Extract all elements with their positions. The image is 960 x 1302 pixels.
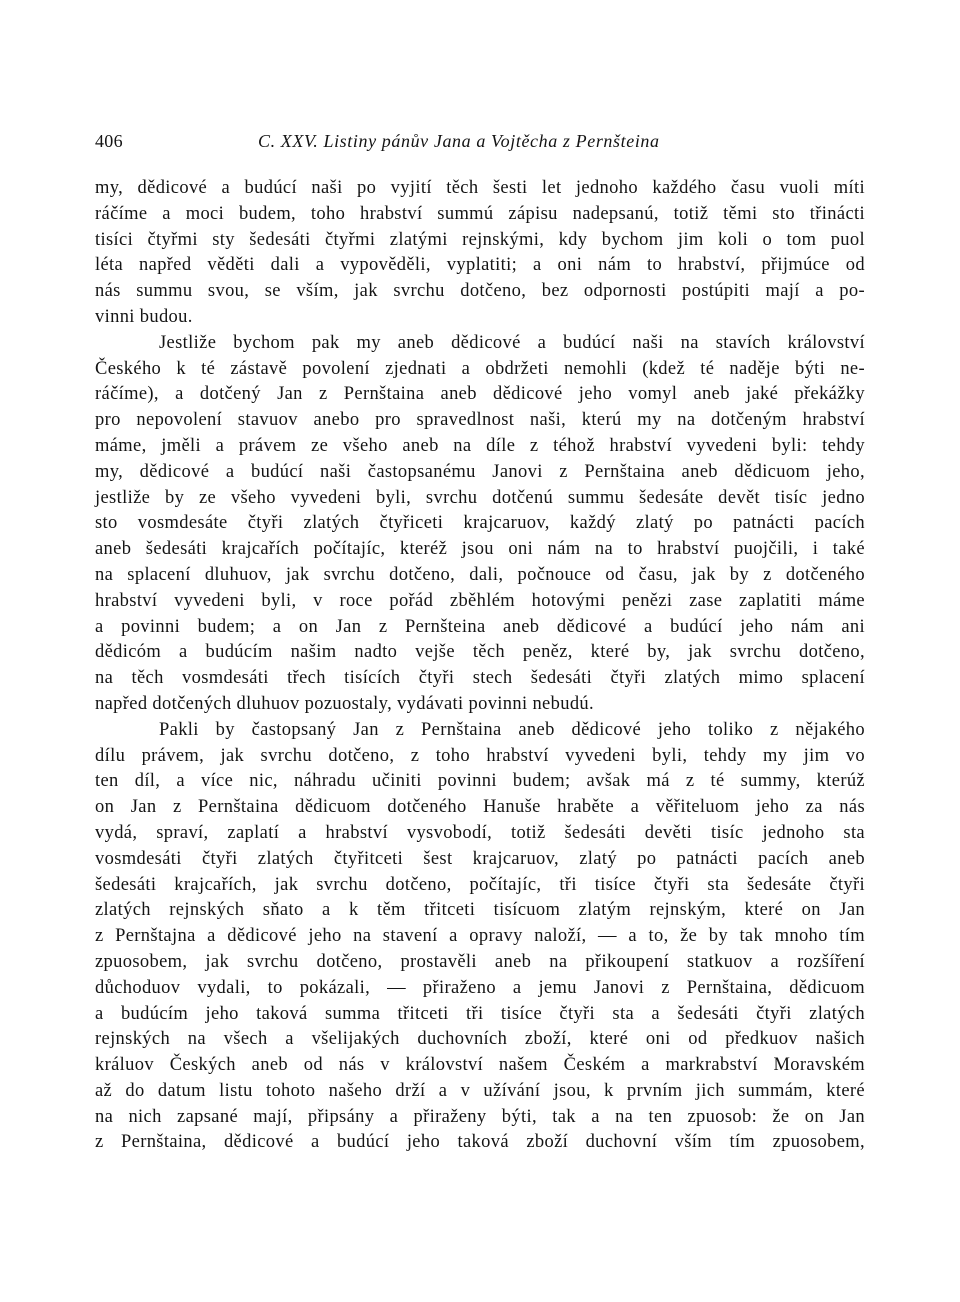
page-number: 406 [95,131,123,151]
text-line: až do datum listu tohoto našeho drží a v užívání jsou, k prvním jich summám, které [95,1080,865,1101]
text-line: Pakli by častopsaný Jan z Pernštaina aneb dědicové jeho toliko z nějakého [159,719,865,740]
body-text [95,176,865,1156]
text-line: na nich zapsané mají, připsány a přiraženy býti, tak a na ten zpuosob: že on Jan [95,1106,865,1127]
text-line: tisíci čtyřmi sty šedesáti čtyřmi zlatými rejnskými, kdy bychom jim koli o tom puol [95,229,865,250]
text-line: pro nepovolení stavuov anebo pro spravedlnost naši, kterú my na dotčeným hrabství [95,410,865,431]
text-line: aneb šedesáti krajcařích počítajíc, kteréž jsou oni nám na to hrabství puojčili, i také [95,539,865,560]
text-line: a budúcím jeho taková summa třitceti tři tisíce čtyři sta a šedesáti čtyři zlatých [95,1003,865,1024]
text-line: rejnských na všech a všelijakých duchovních zboží, které oni od předkuov našich [95,1029,865,1050]
text-line: jestliže by ze všeho vyvedeni byli, svrchu dotčenú summu šedesáte devět tisíc jedno [95,487,865,508]
text-line: z Pernštajna a dědicové jeho na stavení a opravy naloží, — a to, že by tak mnoho tím [95,926,865,947]
paragraph-3 [95,718,865,1157]
text-line: napřed dotčených dluhuov pozuostaly, vydávati povinni nebudú. [95,693,594,714]
paragraph-2 [95,331,865,718]
text-line: dědicóm a budúcím našim nadto vejše těch peněz, které by, jak svrchu dotčeno, [95,642,865,663]
text-line: hrabství vyvedeni byli, v roce pořád zběhlém hotovými penězi zase zaplatiti máme [95,590,865,611]
text-line: důchoduov vydali, to pokázali, — přiraženo a jemu Janovi z Pernštaina, dědicuom [95,977,865,998]
page-header [95,131,865,155]
text-line: ráčíme), a dotčený Jan z Pernštaina aneb dědicové jeho vomyl aneb jaké překážky [95,384,865,405]
text-line: vosmdesáti čtyři zlatých čtyřitceti šest krajcaruov, zlatý po patnácti pacích aneb [95,848,865,869]
text-line: ten díl, a více nic, náhradu učiniti povinni budem; avšak má z té summy, kterúž [95,771,865,792]
text-line: ráčíme a moci budem, toho hrabství summú zápisu nadepsanú, totiž těmi sto třinácti [95,203,865,224]
text-line: my, dědicové a budúcí naši po vyjití těch šesti let jednoho každého času vuoli míti [95,178,865,198]
text-line: nás summu svou, se vším, jak svrchu dotčeno, bez odpornosti postúpiti mají a po- [95,281,865,302]
text-line: Českého k té zástavě povolení zjednati a obdržeti nemohli (kdež té naděje býti ne- [95,358,865,379]
text-line: vinni budou. [95,306,193,327]
text-line: on Jan z Pernštaina dědicuom dotčeného Hanuše hraběte a věřiteluom jeho za nás [95,797,865,818]
text-line: zlatých rejnských sňato a k těm třitceti tisícuom zlatým rejnským, které on Jan [95,900,865,921]
text-line: z Pernštaina, dědicové a budúcí jeho taková zboží duchovní vším tím zpuosobem, [95,1132,865,1153]
text-line: králuov Českých aneb od nás v království našem Českém a markrabství Moravském [95,1055,865,1076]
text-line: zpuosobem, jak svrchu dotčeno, prostavěli aneb na přikoupení statkuov a rozšíření [95,951,865,972]
paragraph-1 [95,176,865,331]
text-line: šedesáti krajcařích, jak svrchu dotčeno, počítajíc, tři tisíce čtyři sta šedesáte čtyři [95,874,865,895]
text-line: my, dědicové a budúcí naši častopsanému Janovi z Pernštaina aneb dědicuom jeho, [95,461,865,482]
text-line: a povinni budem; a on Jan z Pernšteina aneb dědicové a budúcí jeho nám ani [95,616,865,637]
text-line: sto vosmdesáte čtyři zlatých čtyřiceti krajcaruov, každý zlatý po patnácti pacích [95,513,865,534]
text-line: Jestliže bychom pak my aneb dědicové a budúcí naši na stavích království [159,332,865,353]
running-head: C. XXV. Listiny pánův Jana a Vojtěcha z Pernšteina [258,131,660,151]
text-line: máme, jměli a právem ze všeho aneb na díle z téhož hrabství vyvedeni byli: tehdy [95,435,865,456]
text-line: na těch vosmdesáti třech tisících čtyři stech šedesáti čtyři zlatých mimo splacení [95,668,865,689]
text-line: na splacení dluhuov, jak svrchu dotčeno, dali, počnouce od času, jak by z dotčeného [95,564,865,585]
text-line: léta napřed věděti dali a vypověděli, vyplatiti; a oni nám to hrabství, přijmúce od [95,255,865,276]
text-line: vydá, spraví, zaplatí a hrabství vysvobodí, totiž šedesáti devěti tisíc jednoho sta [95,822,865,843]
text-line: dílu právem, jak svrchu dotčeno, z toho hrabství vyvedeni byli, tehdy my jim vo [95,745,865,766]
